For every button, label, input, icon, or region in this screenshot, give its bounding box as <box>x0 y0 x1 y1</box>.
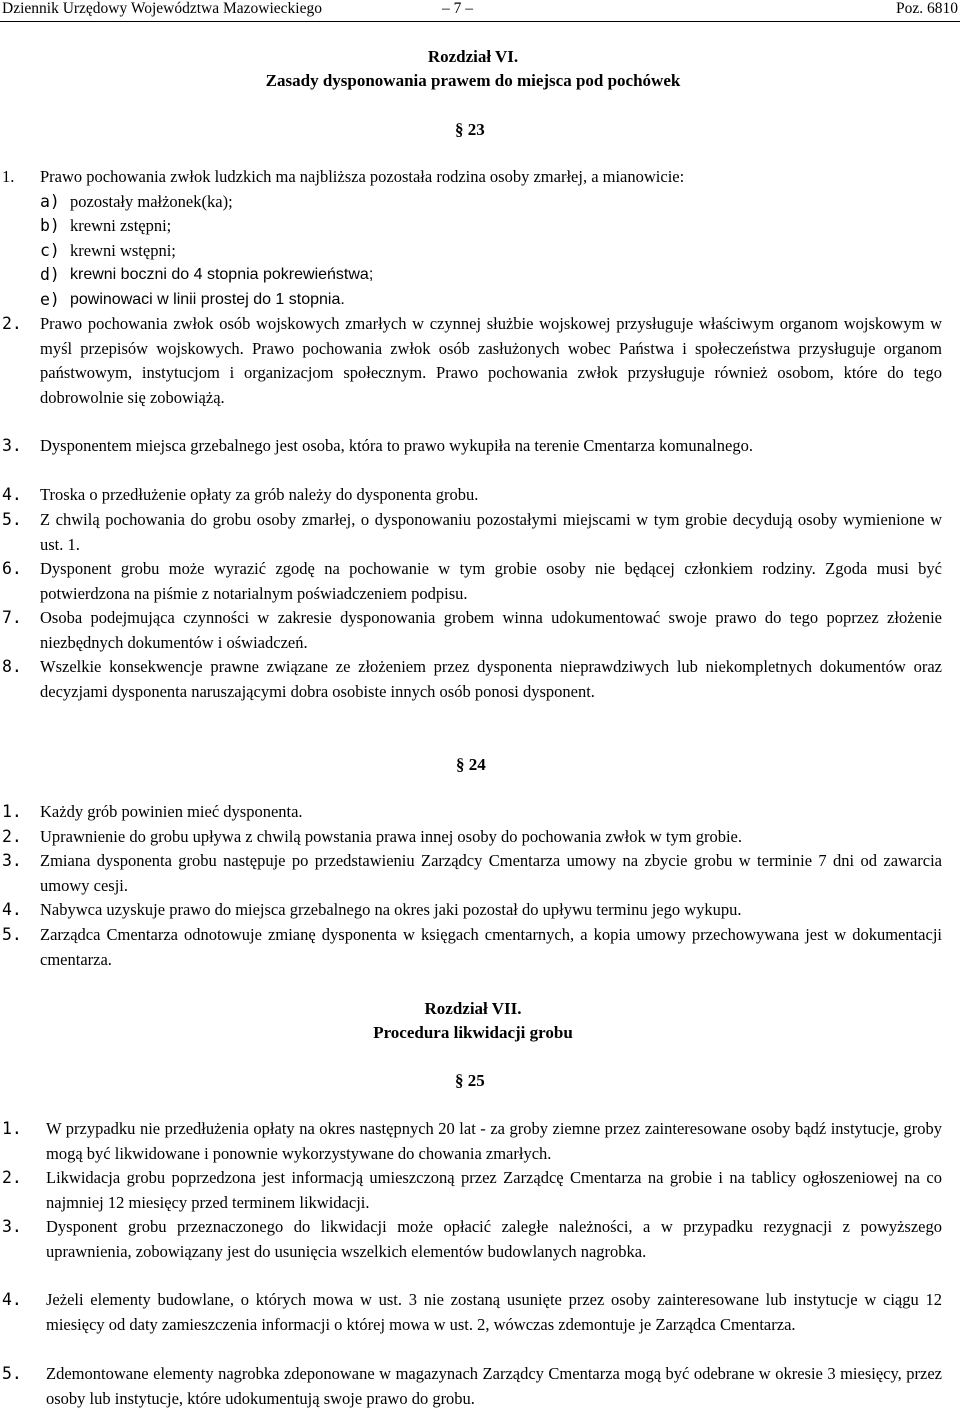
item-number: 8. <box>2 657 22 676</box>
item-text: Dysponent grobu przeznaczonego do likwidacji może opłacić zaległe należności, a w przypadku rezygnacji z powyższego uprawnienia, zobowiązany jest do usunięcia wszelkich elementów budowlanych nagrobka. <box>46 1217 942 1261</box>
item-text: Zdemontowane elementy nagrobka zdeponowane w magazynach Zarządcy Cmentarza mogą być odebrane w okresie 3 miesięcy, przez osoby lub instytucje, które udokumentują swoje prawo do grobu. <box>46 1364 942 1408</box>
chapter-6-subtitle: Zasady dysponowania prawem do miejsca pod pochówek <box>265 71 681 90</box>
page-number: – 7 – <box>442 0 473 17</box>
item-text: Troska o przedłużenie opłaty za grób należy do dysponenta grobu. <box>40 485 479 504</box>
item-text: Dysponent grobu może wyrazić zgodę na pochowanie w tym grobie osoby nie będącej członkiem rodziny. Zgoda musi być potwierdzona na piśmie z notarialnym poświadczeniem podpisu. <box>40 559 942 603</box>
item-number: 2. <box>2 827 22 846</box>
sub-item-letter: d) <box>40 265 60 284</box>
paragraph-25-title: § 25 <box>455 1071 485 1090</box>
sub-item-letter: a) <box>40 192 60 211</box>
item-text: Zarządca Cmentarza odnotowuje zmianę dysponenta w księgach cmentarnych, a kopia umowy przechowywana jest w dokumentacji cmentarza. <box>40 925 942 969</box>
sub-item-text: pozostały małżonek(ka); <box>70 192 233 211</box>
item-number: 6. <box>2 559 22 578</box>
item-text: Każdy grób powinien mieć dysponenta. <box>40 802 303 821</box>
chapter-7-subtitle: Procedura likwidacji grobu <box>373 1023 573 1042</box>
item-number: 3. <box>2 851 22 870</box>
item-number: 4. <box>2 1290 22 1309</box>
item-number: 1. <box>2 1119 22 1138</box>
sub-item-letter: b) <box>40 216 60 235</box>
paragraph-24-title: § 24 <box>456 755 486 774</box>
item-number: 2. <box>2 314 22 333</box>
item-text: Nabywca uzyskuje prawo do miejsca grzebalnego na okres jaki pozostał do upływu terminu jego wykupu. <box>40 900 742 919</box>
paragraph-23-title: § 23 <box>455 120 485 139</box>
item-number: 1. <box>2 802 22 821</box>
item-number: 2. <box>2 1168 22 1187</box>
header-rule <box>0 21 960 22</box>
page-header <box>2 0 958 22</box>
sub-item-text: krewni boczni do 4 stopnia pokrewieństwa; <box>70 266 374 283</box>
item-text: Jeżeli elementy budowlane, o których mowa w ust. 3 nie zostaną usunięte przez osoby zainteresowane lub instytucje w ciągu 12 miesięcy od daty zamieszczenia informacji o której mowa w ust. 2, wówczas zdemontuje je Zarządca Cmentarza. <box>46 1290 942 1334</box>
item-text: Z chwilą pochowania do grobu osoby zmarłej, o dysponowaniu pozostałymi miejscami w tym grobie decydują osoby wymienione w ust. 1. <box>40 510 942 554</box>
item-text: Prawo pochowania zwłok osób wojskowych zmarłych w czynnej służbie wojskowej przysługuje właściwym organom wojskowym w myśl przepisów wojskowych. Prawo pochowania zwłok osób zasłużonych wobec Państwa i społeczeństwa przysługuje organom państwowym, instytucjom i organizacjom społecznym. Prawo pochowania zwłok przysługuje również osobom, które do tego dobrowolnie się zobowiążą. <box>40 314 942 407</box>
item-text: Wszelkie konsekwencje prawne związane ze złożeniem przez dysponenta nieprawdziwych lub niekompletnych dokumentów oraz decyzjami dysponenta naruszającymi dobra osobiste innych osób ponosi dysponent. <box>40 657 942 701</box>
sub-item-text: krewni wstępni; <box>70 241 176 260</box>
item-number: 4. <box>2 900 22 919</box>
item-number: 7. <box>2 608 22 627</box>
item-text: Likwidacja grobu poprzedzona jest informacją umieszczoną przez Zarządcę Cmentarza na grobie i na tablicy ogłoszeniowej na co najmniej 12 miesięcy przed terminem likwidacji. <box>46 1168 942 1212</box>
item-number: 5. <box>2 925 22 944</box>
item-number: 1. <box>2 167 15 186</box>
sub-item-text: krewni zstępni; <box>70 216 172 235</box>
item-text: Uprawnienie do grobu upływa z chwilą powstania prawa innej osoby do pochowania zwłok w tym grobie. <box>40 827 742 846</box>
sub-item-text: powinowaci w linii prostej do 1 stopnia. <box>70 291 345 308</box>
chapter-7-title: Rozdział VII. <box>424 999 522 1018</box>
journal-name: Dziennik Urzędowy Województwa Mazowieckiego <box>2 0 322 17</box>
position-number: Poz. 6810 <box>896 0 958 17</box>
item-text: Osoba podejmująca czynności w zakresie dysponowania grobem winna udokumentować swoje prawo do tego poprzez złożenie niezbędnych dokumentów i oświadczeń. <box>40 608 942 652</box>
sub-item-letter: e) <box>40 290 60 309</box>
item-number: 3. <box>2 436 22 455</box>
item-text: Prawo pochowania zwłok ludzkich ma najbliższa pozostała rodzina osoby zmarłej, a mianowicie: <box>40 167 685 186</box>
item-text: Dysponentem miejsca grzebalnego jest osoba, która to prawo wykupiła na terenie Cmentarza komunalnego. <box>40 436 753 455</box>
item-number: 4. <box>2 485 22 504</box>
item-number: 5. <box>2 510 22 529</box>
item-number: 3. <box>2 1217 22 1236</box>
chapter-6-title: Rozdział VI. <box>427 47 519 66</box>
item-text: Zmiana dysponenta grobu następuje po przedstawieniu Zarządcy Cmentarza umowy na zbycie grobu w terminie 7 dni od zawarcia umowy cesji. <box>40 851 942 895</box>
item-number: 5. <box>2 1364 22 1383</box>
item-text: W przypadku nie przedłużenia opłaty na okres następnych 20 lat - za groby ziemne przez zainteresowane osoby bądź instytucje, groby mogą być likwidowane i ponownie wykorzystywane do chowania zmarłych. <box>46 1119 942 1163</box>
sub-item-letter: c) <box>40 241 60 260</box>
